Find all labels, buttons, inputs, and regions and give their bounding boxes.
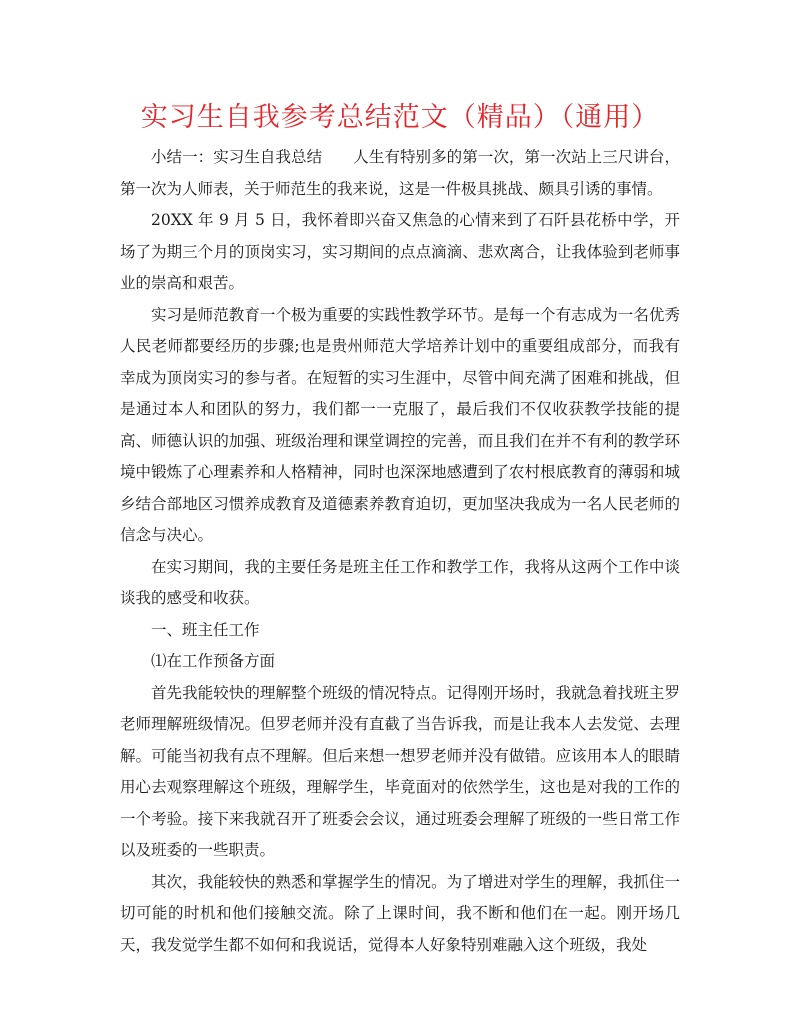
section-heading: 一、班主任工作: [151, 620, 260, 639]
document-body: [120, 142, 680, 961]
paragraph: 其次，我能较快的熟悉和掌握学生的情况。为了增进对学生的理解，我抓住一切可能的时机和他们接触交流。除了上课时间，我不断和他们在一起。刚开场几天，我发觉学生都不如何和我说话，觉得本人好象特别难融入这个班级，我处: [120, 872, 680, 954]
paragraph: 实习是师范教育一个极为重要的实践性教学环节。是每一个有志成为一名优秀人民老师都要经历的步骤;也是贵州师范大学培养计划中的重要组成部分，而我有幸成为顶岗实习的参与者。在短暂的实习生涯中，尽管中间充满了困难和挑战，但是通过本人和团队的努力，我们都一一克服了，最后我们不仅收获教学技能的提高、师德认识的加强、班级治理和课堂调控的完善，而且我们在并不有利的教学环境中锻炼了心理素养和人格精神，同时也深深地感遭到了农村根底教育的薄弱和城乡结合部地区习惯养成教育及道德素养教育迫切，更加坚决我成为一名人民老师的信念与决心。: [120, 305, 680, 544]
subsection-heading: ⑴在工作预备方面: [151, 652, 276, 670]
paragraph: 在实习期间，我的主要任务是班主任工作和教学工作，我将从这两个工作中谈谈我的感受和收获。: [120, 557, 680, 607]
document-title: 实习生自我参考总结范文（精品）（通用）: [140, 102, 660, 133]
paragraph: 小结一：实习生自我总结 人生有特别多的第一次，第一次站上三尺讲台，第一次为人师表，关于师范生的我来说，这是一件极具挑战、颇具引诱的事情。: [120, 148, 680, 198]
paragraph: 20XX 年 9 月 5 日，我怀着即兴奋又焦急的心情来到了石阡县花桥中学，开场了为期三个月的顶岗实习，实习期间的点点滴滴、悲欢离合，让我体验到老师事业的崇高和艰苦。: [120, 211, 680, 292]
paragraph: 首先我能较快的理解整个班级的情况特点。记得刚开场时，我就急着找班主罗老师理解班级情况。但罗老师并没有直截了当告诉我，而是让我本人去发觉、去理解。可能当初我有点不理解。但后来想一想罗老师并没有做错。应该用本人的眼睛用心去观察理解这个班级，理解学生，毕竟面对的依然学生，这也是对我的工作的一个考验。接下来我就召开了班委会会议，通过班委会理解了班级的一些日常工作以及班委的一些职责。: [120, 683, 680, 859]
